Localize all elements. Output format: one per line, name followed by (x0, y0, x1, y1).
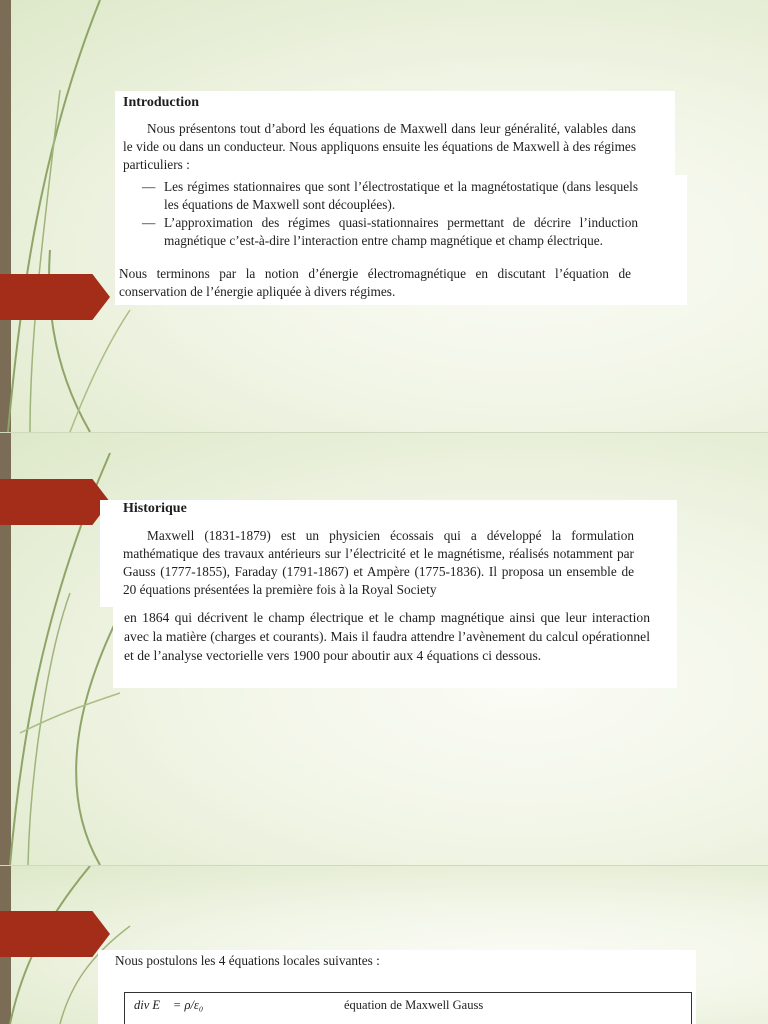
list-item-bullet-2: — L’approximation des régimes quasi-stationnaires permettant de décrire l’induction magnétique c’est-à-dire l’interaction entre champ magnétique et champ électrique. (142, 215, 638, 248)
historique-paragraph-1: Maxwell (1831-1879) est un physicien écossais qui a développé la formulation mathématique des travaux antérieurs sur l’électricité et le magnétisme, réalisés notamment par Gauss (1777-1855), Faraday (1791-1867) et Ampère (1775-1836). Il proposa un ensemble de 20 équations présentées la première fois à la Royal Society (123, 528, 634, 597)
intro-panel-top (115, 91, 675, 177)
equation-name: équation de Maxwell Gauss (344, 998, 484, 1012)
equation-formula: div E⃗ = ρ/ε₀ (134, 998, 204, 1012)
historique-panel-top (100, 500, 677, 607)
slide-arrow-marker (0, 274, 110, 320)
section-heading-introduction: Introduction (123, 95, 199, 110)
equations-intro: Nous postulons les 4 équations locales suivantes : (115, 953, 380, 968)
intro-paragraph: Nous présentons tout d’abord les équations de Maxwell dans leur généralité, valables dans le vide ou dans un conducteur. Nous appliquons ensuite les équations de Maxwell à des régimes particuliers : (123, 121, 636, 172)
slide-arrow-marker (0, 479, 110, 525)
list-item-bullet-1: — Les régimes stationnaires que sont l’électrostatique et la magnétostatique (dans lesquels les équations de Maxwell sont découplées). (142, 179, 638, 212)
slide-2 (0, 433, 768, 865)
closing-paragraph: Nous terminons par la notion d’énergie électromagnétique en discutant l’équation de conservation de l’énergie apliquée à divers régimes. (119, 266, 631, 299)
equation-box (124, 992, 692, 1024)
slide-1 (0, 0, 768, 432)
slide-arrow-marker (0, 911, 110, 957)
section-heading-historique: Historique (123, 501, 187, 516)
historique-paragraph-2: en 1864 qui décrivent le champ électrique et le champ magnétique ainsi que leur interaction avec la matière (charges et courants). Mais il faudra attendre l’avènement du calcul opérationnel et de l’analyse vectorielle vers 1900 pour aboutir aux 4 équations ci dessous. (124, 610, 650, 663)
slide-3 (0, 866, 768, 1024)
historique-panel-bottom (113, 600, 677, 688)
equations-panel (98, 950, 696, 1024)
intro-panel-bottom (115, 175, 687, 305)
